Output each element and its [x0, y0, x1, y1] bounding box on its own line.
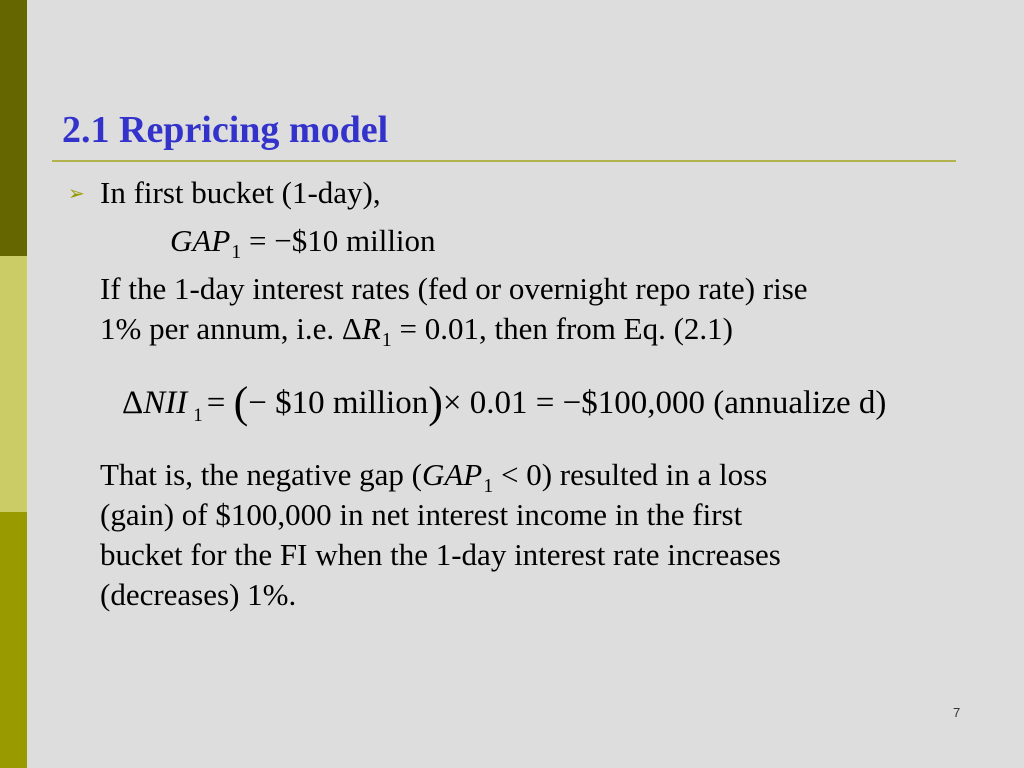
slide-title: 2.1 Repricing model: [62, 109, 389, 151]
paragraph-2-line-4: (decreases) 1%.: [100, 577, 297, 612]
para1-text-after: = 0.01, then from Eq. (2.1): [391, 311, 733, 346]
gap-subscript: 1: [231, 241, 242, 263]
para2-text-before: That is, the negative gap (: [100, 457, 422, 492]
sidebar-band-bottom: [0, 512, 27, 768]
paren-close: ): [428, 378, 443, 427]
paragraph-1-line-2: [100, 310, 733, 352]
equation-inner: − $10 million: [248, 385, 429, 421]
para1-text-before: 1% per annum, i.e. Δ: [100, 311, 362, 346]
gap-value: = −$10 million: [249, 223, 436, 258]
rate-variable: R: [361, 311, 381, 346]
rate-subscript: 1: [381, 329, 392, 351]
page-number: 7: [953, 705, 961, 720]
gap-definition: [170, 222, 436, 264]
sidebar-band-middle: [0, 256, 27, 512]
paragraph-2-line-1: [100, 456, 767, 498]
bullet-arrow-icon: ➢: [68, 183, 85, 205]
equation-rhs: × 0.01 = −$100,000 (annualize d): [442, 385, 887, 421]
paragraph-2-line-2: (gain) of $100,000 in net interest income in the first: [100, 497, 743, 532]
delta-symbol: Δ: [122, 385, 144, 421]
gap-variable-inline: GAP: [421, 457, 483, 492]
paragraph-2-line-3: bucket for the FI when the 1-day interest rate increases: [100, 537, 781, 572]
nii-equation: [122, 380, 886, 427]
gap-subscript-inline: 1: [483, 475, 494, 497]
title-divider: [52, 160, 956, 162]
bullet-text: In first bucket (1-day),: [100, 175, 381, 210]
nii-variable: NII: [143, 385, 188, 421]
gap-variable: GAP: [170, 223, 231, 258]
paragraph-1-line-1: If the 1-day interest rates (fed or overnight repo rate) rise: [100, 271, 808, 306]
para2-text-after: < 0) resulted in a loss: [493, 457, 768, 492]
equals-sign: =: [206, 385, 226, 421]
paren-open: (: [233, 378, 249, 427]
sidebar-band-top: [0, 0, 27, 256]
nii-subscript: 1: [193, 405, 203, 426]
